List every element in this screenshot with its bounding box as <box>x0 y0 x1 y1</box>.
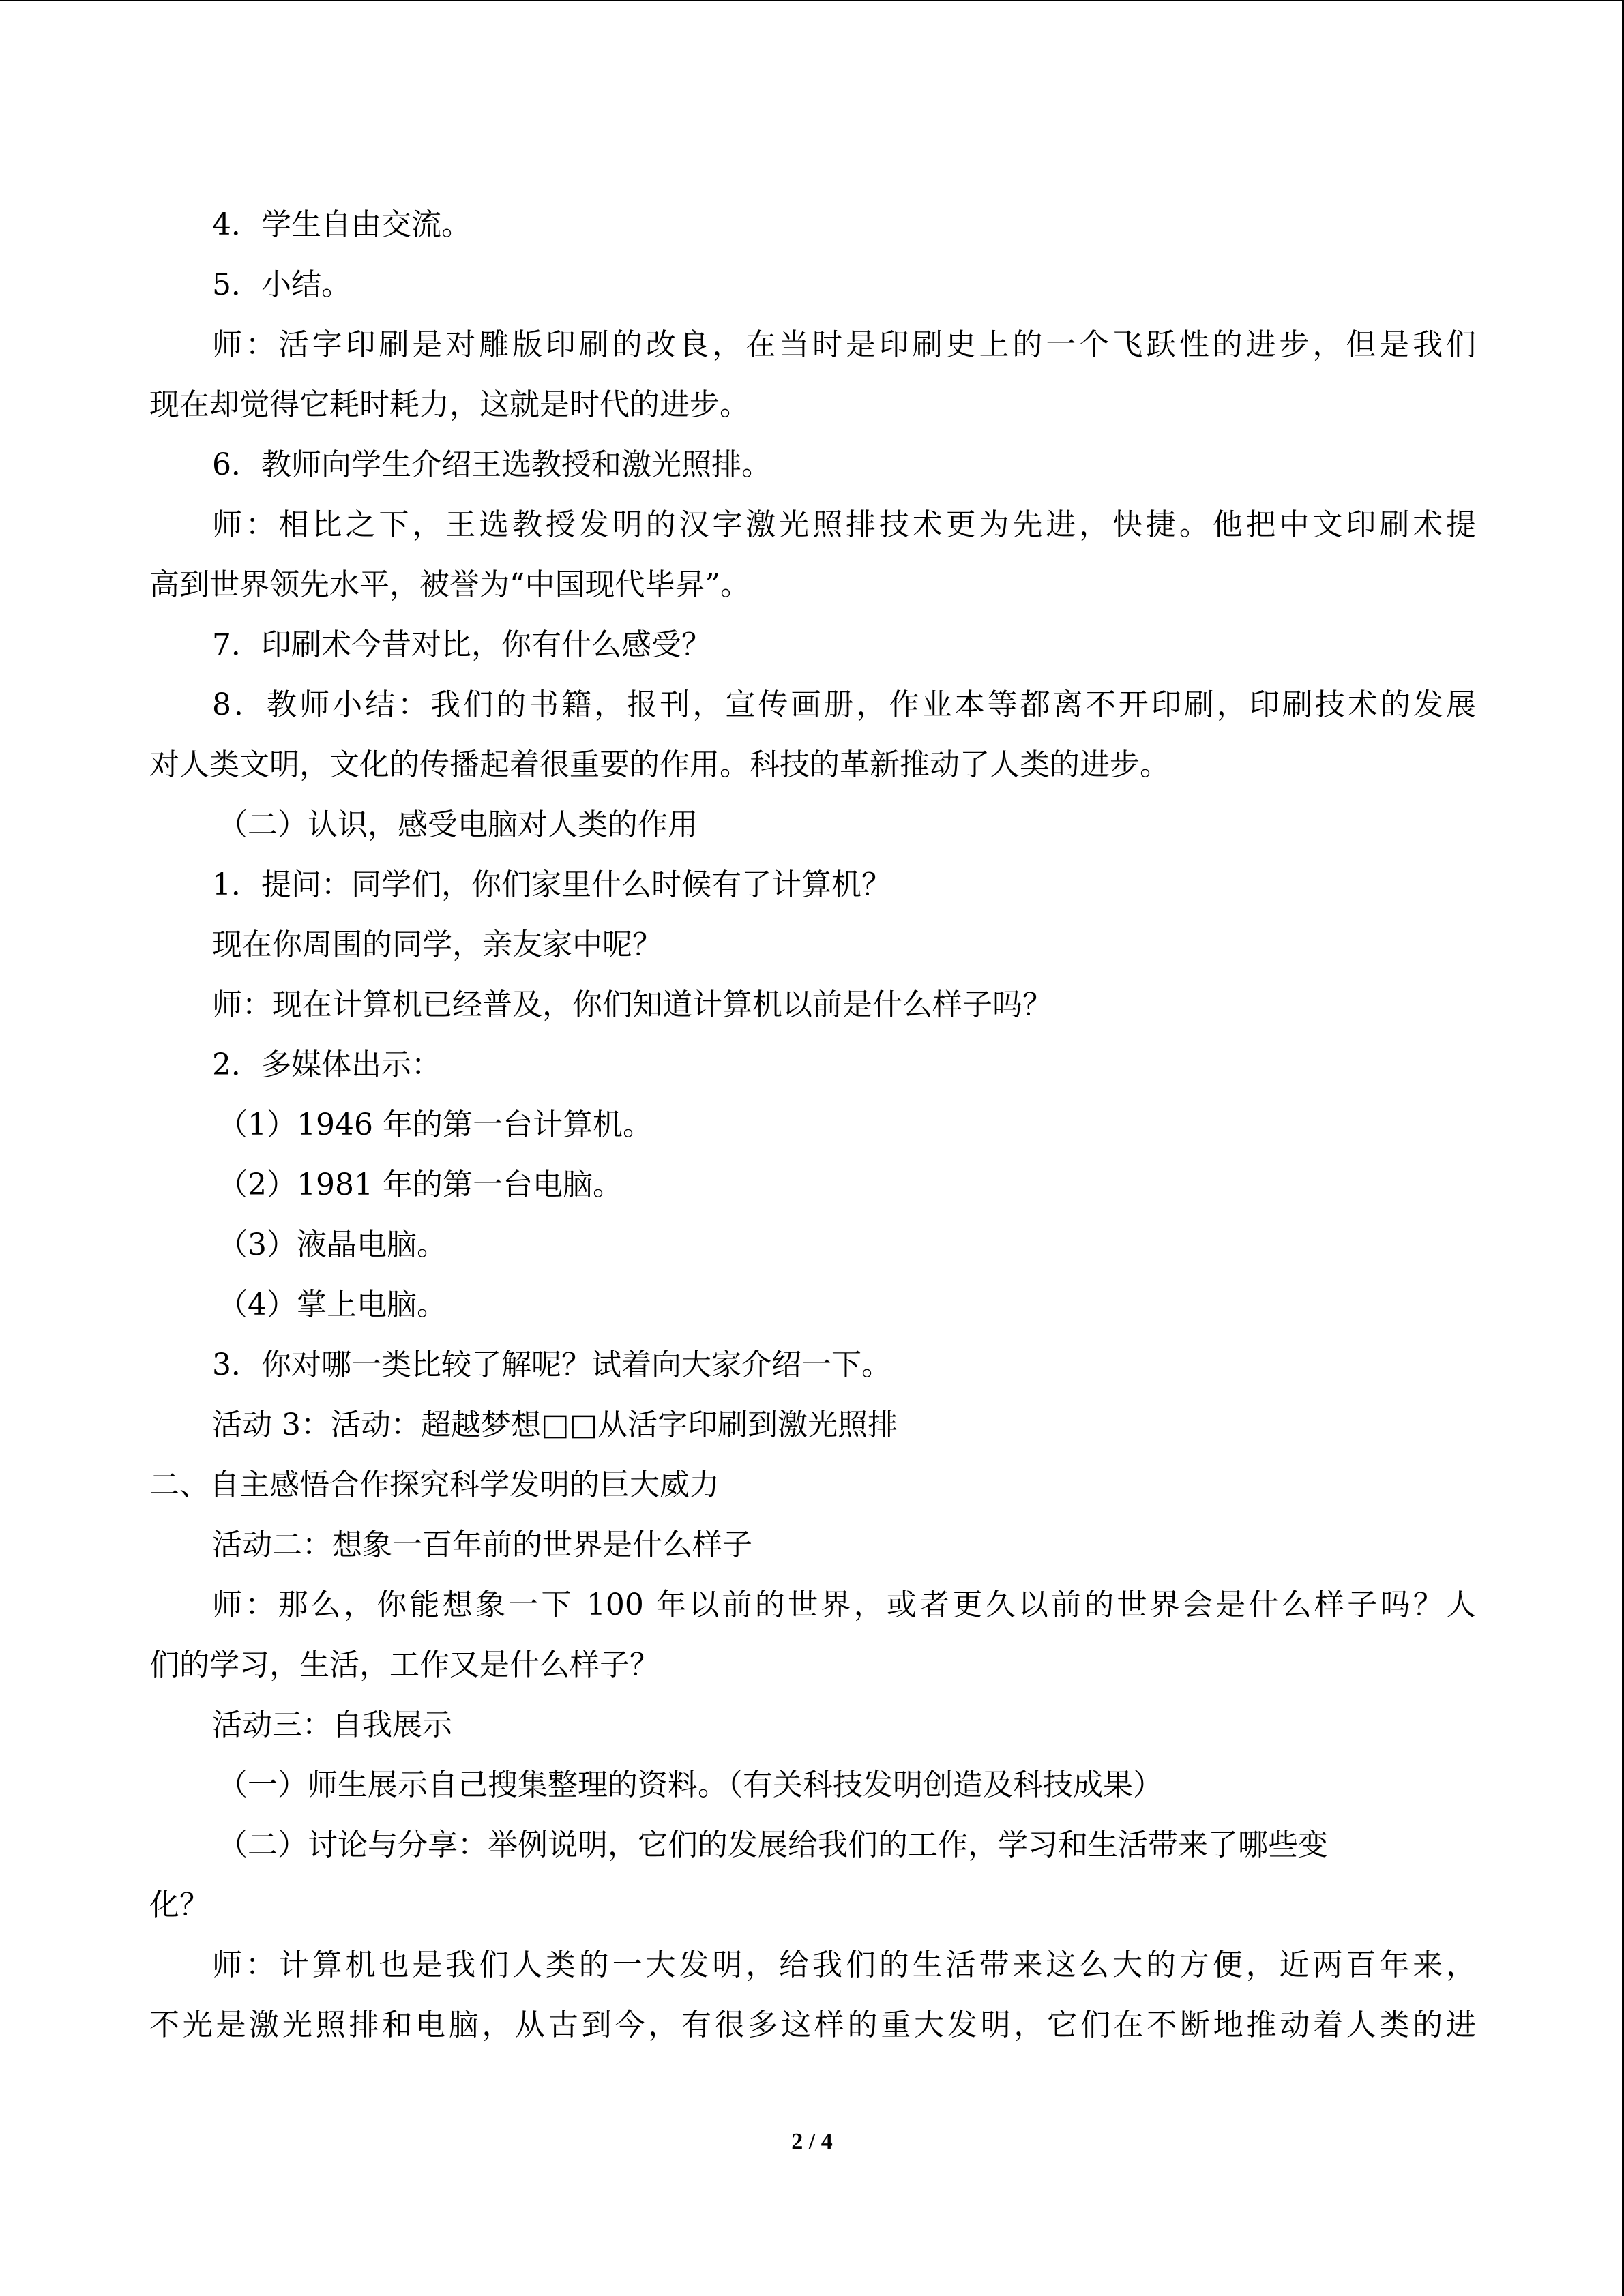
text-line: 5．小结。 <box>212 267 351 302</box>
text-line: 高到世界领先水平，被誉为“中国现代毕昇”。 <box>149 567 750 602</box>
text-line: 现在你周围的同学，亲友家中呢？ <box>212 927 662 962</box>
text-line: 4．学生自由交流。 <box>212 207 471 242</box>
text-line: （二）讨论与分享：举例说明，它们的发展给我们的工作，学习和生活带来了哪些变 <box>218 1828 1328 1862</box>
text-line: 活动 3：活动：超越梦想□□从活字印刷到激光照排 <box>212 1407 898 1442</box>
list-item: （2）1981 年的第一台电脑。 <box>218 1167 623 1202</box>
text-line: 化？ <box>149 1888 209 1922</box>
text-line: 对人类文明，文化的传播起着很重要的作用。科技的革新推动了人类的进步。 <box>149 747 1170 782</box>
list-item: （1）1946 年的第一台计算机。 <box>218 1107 653 1142</box>
list-item: （4）掌上电脑。 <box>218 1287 447 1322</box>
text-line: 师：那么，你能想象一下 100 年以前的世界，或者更久以前的世界会是什么样子吗？人 <box>212 1587 1476 1622</box>
page-top-border <box>0 0 1624 1</box>
section-heading: （二）认识，感受电脑对人类的作用 <box>218 807 698 842</box>
text-line: 不光是激光照排和电脑，从古到今，有很多这样的重大发明，它们在不断地推动着人类的进 <box>149 2008 1476 2042</box>
text-line: 现在却觉得它耗时耗力，这就是时代的进步。 <box>149 387 750 422</box>
text-line: 师：计算机也是我们人类的一大发明，给我们的生活带来这么大的方便，近两百年来， <box>212 1948 1476 1982</box>
text-line: 师：活字印刷是对雕版印刷的改良，在当时是印刷史上的一个飞跃性的进步，但是我们 <box>212 327 1476 362</box>
list-item: （3）液晶电脑。 <box>218 1227 447 1262</box>
text-line: （一）师生展示自己搜集整理的资料。（有关科技发明创造及科技成果） <box>218 1768 1163 1802</box>
text-line: 师：相比之下，王选教授发明的汉字激光照排技术更为先进，快捷。他把中文印刷术提 <box>212 507 1476 542</box>
text-line: 1．提问：同学们，你们家里什么时候有了计算机？ <box>212 867 891 902</box>
page-number: 2 / 4 <box>791 2129 833 2154</box>
text-line: 们的学习，生活，工作又是什么样子？ <box>149 1648 660 1682</box>
text-line: 3．你对哪一类比较了解呢？试着向大家介绍一下。 <box>212 1347 891 1382</box>
section-heading: 二、自主感悟合作探究科学发明的巨大威力 <box>149 1467 720 1502</box>
text-line: 6．教师向学生介绍王选教授和激光照排。 <box>212 447 771 482</box>
text-line: 活动二：想象一百年前的世界是什么样子 <box>212 1527 752 1562</box>
text-line: 活动三：自我展示 <box>212 1708 452 1742</box>
text-line: 8．教师小结：我们的书籍，报刊，宣传画册，作业本等都离不开印刷，印刷技术的发展 <box>212 687 1476 722</box>
text-line: 师：现在计算机已经普及，你们知道计算机以前是什么样子吗？ <box>212 987 1052 1022</box>
text-line: 2．多媒体出示： <box>212 1047 441 1082</box>
text-line: 7．印刷术今昔对比，你有什么感受？ <box>212 627 711 662</box>
